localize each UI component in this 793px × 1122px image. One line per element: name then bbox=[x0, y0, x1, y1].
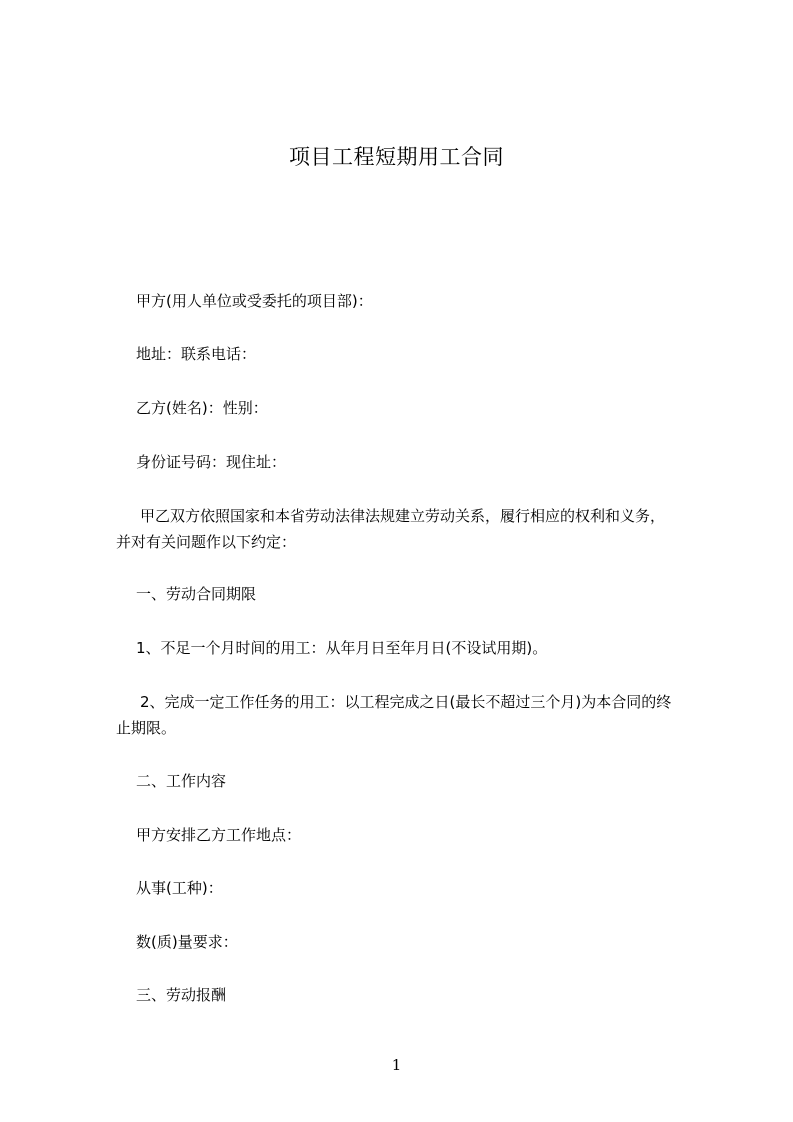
id-address-line bbox=[116, 448, 716, 476]
job-type-line bbox=[116, 874, 716, 902]
clause-1-2-text-2: 止期限。 bbox=[116, 719, 177, 737]
address-phone-text: 地址：联系电话： bbox=[136, 345, 257, 363]
party-b-line bbox=[116, 394, 716, 422]
section-1-text: 一、劳动合同期限 bbox=[136, 585, 257, 603]
section-3-heading bbox=[116, 981, 716, 1009]
page-title: 项目工程短期用工合同 bbox=[289, 145, 504, 169]
quantity-quality-line bbox=[116, 928, 716, 956]
party-a-text: 甲方(用人单位或受委托的项目部)： bbox=[136, 292, 373, 310]
section-2-text: 二、工作内容 bbox=[136, 772, 227, 790]
party-b-text: 乙方(姓名)：性别： bbox=[136, 399, 268, 417]
clause-1-2-line-2 bbox=[116, 714, 716, 742]
section-3-text: 三、劳动报酬 bbox=[136, 986, 227, 1004]
preamble-line-1 bbox=[116, 502, 716, 530]
clause-1-2-text-1: 2、完成一定工作任务的用工：以工程完成之日(最长不超过三个月)为本合同的终 bbox=[140, 693, 672, 711]
clause-1-1-text: 1、不足一个月时间的用工：从年月日至年月日(不设试用期)。 bbox=[136, 639, 548, 657]
section-1-heading bbox=[116, 580, 716, 608]
preamble-line-2 bbox=[116, 528, 716, 556]
clause-1-2-line-1 bbox=[116, 688, 716, 716]
address-phone-line bbox=[116, 340, 716, 368]
work-location-text: 甲方安排乙方工作地点： bbox=[136, 826, 302, 844]
id-address-text: 身份证号码：现住址： bbox=[136, 453, 287, 471]
clause-1-1-line bbox=[116, 634, 716, 662]
preamble-text-1: 甲乙双方依照国家和本省劳动法律法规建立劳动关系，履行相应的权利和义务， bbox=[140, 507, 666, 525]
section-2-heading bbox=[116, 767, 716, 795]
work-location-line bbox=[116, 821, 716, 849]
quantity-quality-text: 数(质)量要求： bbox=[136, 933, 238, 951]
party-a-line bbox=[116, 287, 716, 315]
preamble-text-2: 并对有关问题作以下约定： bbox=[116, 533, 297, 551]
job-type-text: 从事(工种)： bbox=[136, 879, 223, 897]
page-number: 1 bbox=[391, 1056, 402, 1074]
